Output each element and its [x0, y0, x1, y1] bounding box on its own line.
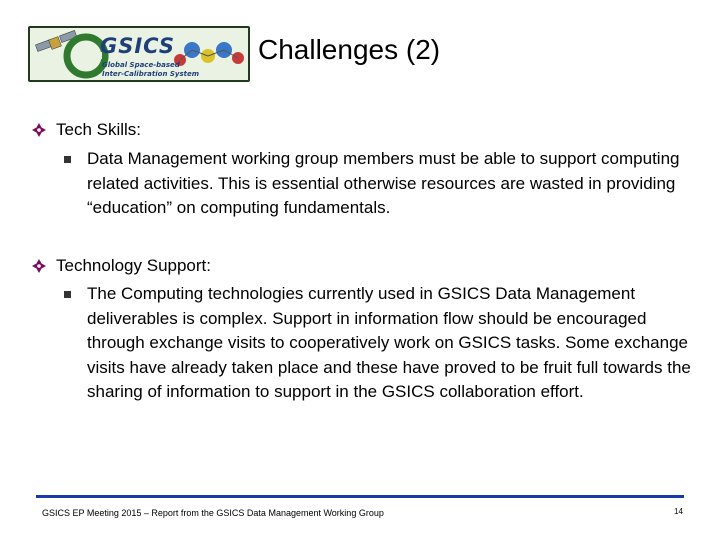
- bullet-heading: Tech Skills:: [56, 120, 142, 139]
- slide-title: Challenges (2): [258, 34, 441, 65]
- page-number: 14: [674, 507, 683, 516]
- sub-bullet-text: Data Management working group members must be able to support computing related activities. This is essential otherwise resources are wasted in providing “education” on computing fundamentals.: [87, 149, 680, 217]
- footer-text: GSICS EP Meeting 2015 – Report from the GSICS Data Management Working Group: [42, 508, 384, 518]
- gsics-logo: [28, 26, 250, 82]
- square-bullet-icon: [64, 291, 71, 298]
- sub-bullet-text: The Computing technologies currently used in GSICS Data Management deliverables is complex. Support in information flow should be encouraged through exchange visits to cooperatively work on GSICS tasks. Some exchange visits have already taken place and these have proved to be fruit full towards the sharing of information to support in the GSICS collaboration effort.: [87, 284, 691, 401]
- diamond-bullet-icon: [32, 259, 46, 273]
- bullet-heading: Technology Support:: [56, 256, 211, 275]
- logo-subtitle-line2: Inter-Calibration System: [102, 70, 200, 78]
- logo-wordmark: GSICS: [100, 34, 175, 58]
- logo-subtitle-line1: Global Space-based: [102, 61, 180, 69]
- diamond-bullet-icon: [32, 123, 46, 137]
- footer-divider: [36, 495, 684, 498]
- square-bullet-icon: [64, 156, 71, 163]
